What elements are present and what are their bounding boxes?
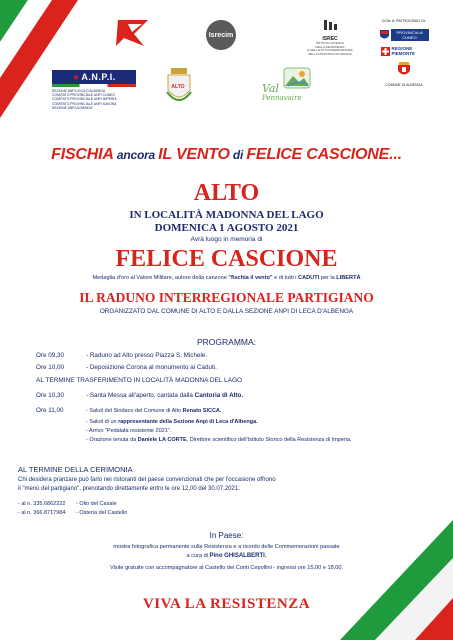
anpi-line-4: COMITATO PROVINCIALE ANPI SAVONA	[52, 101, 117, 106]
paese-line-2a: a cura di	[186, 553, 210, 559]
isrec-sub-1: ISTITUTO STORICO	[315, 41, 345, 45]
isrec-emblem-icon	[322, 19, 338, 31]
program-row-4-2	[86, 418, 258, 426]
event-locality: IN LOCALITÀ MADONNA DEL LAGO	[129, 209, 324, 221]
event-honoree: FELICE CASCIONE	[115, 246, 338, 272]
program-text-4-2b: rappresentante della Sezione Anpi di Leca d'Albenga.	[118, 419, 258, 425]
program-text-1: - Raduno ad Alto presso Piazza S. Michele.	[86, 352, 208, 359]
program-row-1	[36, 352, 207, 360]
paese-title: In Paese:	[209, 531, 244, 540]
program-time-2: Ore 10,00	[36, 364, 65, 371]
pennavaire-label: Pennavaire	[262, 94, 302, 102]
program-row-4-3: - Arrivo "Pedalata resistente 2021".	[86, 428, 172, 434]
event-date: DOMENICA 1 AGOSTO 2021	[154, 222, 299, 234]
honoree-desc-song: "fischia il vento"	[228, 275, 273, 281]
event-memory-line: Avrà luogo in memoria di	[190, 236, 263, 243]
program-row-2	[36, 364, 217, 372]
val-landscape-icon	[282, 66, 312, 90]
anpi-banner	[52, 70, 136, 84]
anpi-line-5: SEZIONE ANPI ALBENGA	[52, 105, 93, 110]
organizer-line: ORGANIZZATO DAL COMUNE DI ALTO E DALLA SEZIONE ANPI DI LECA D'ALBENGA	[99, 308, 354, 315]
star-icon: ★	[72, 72, 80, 82]
anpi-title: A.N.P.I.	[81, 72, 116, 82]
albenga-label: COMUNE DI ALBENGA	[385, 83, 423, 87]
isrec-logo	[300, 18, 360, 56]
isrec-title: ISREC	[322, 36, 338, 42]
ceremony-line-2: il "menù del partigiano", prenotando direttamente entro le ore 12,00 del 30.07.2021:	[18, 486, 240, 492]
anpi-line-2: COMITATO PROVINCIALE ANPI CUNEO	[52, 93, 115, 98]
albenga-crest-icon	[397, 62, 411, 78]
val-label: Val	[262, 82, 280, 95]
paese-line-2b: Pino GHISALBERTI.	[209, 553, 267, 559]
isrec-sub-2: DELLA RESISTENZA	[315, 44, 345, 49]
program-text-4-4c: , Direttore scientifico dell'Istituto Storico della Resistenza di Imperia.	[186, 437, 352, 443]
program-text-4-2a: - Saluti di un	[86, 419, 119, 425]
program-text-4-4b: Daniele LA CORTE	[137, 437, 187, 443]
headline-felice: FELICE CASCIONE...	[246, 146, 402, 163]
anpi-logo	[52, 70, 136, 110]
honoree-desc-1: Medaglia d'oro al Valore Militare, autore della canzone	[92, 275, 229, 281]
provincia-cuneo-logo	[376, 29, 432, 41]
isrecim-logo	[206, 20, 236, 50]
program-transfer: AL TERMINE TRASFERIMENTO IN LOCALITÀ MADONNA DEL LAGO	[36, 377, 243, 384]
program-text-4-4a: - Orazione tenuta da	[86, 437, 138, 443]
footer-slogan: VIVA LA RESISTENZA	[142, 596, 311, 612]
anpi-line-1: SEZIONE ANPI LECA D'ALBENGA	[52, 89, 106, 93]
albenga-logo	[376, 62, 432, 87]
honoree-desc-2: e di tutti i	[272, 275, 299, 281]
paese-line-2	[0, 553, 453, 559]
program-text-4-1a: - Saluti del Sindaco del Comune di Alto	[86, 408, 183, 414]
regione-piemonte-logo	[376, 46, 432, 56]
program-row-4-4	[86, 436, 352, 444]
paese-line-3: Visite gratuite con accompagnatore al Castello dei Conti Cepollini - ingressi ore 15,00 e 18,00.	[109, 565, 344, 571]
headline-ancora: ancora	[113, 148, 159, 162]
isrecim-label: Isrecim	[208, 31, 234, 39]
program-text-2: - Deposizione Corona al monumento ai Caduti.	[86, 364, 217, 371]
paese-line-1: mostra fotografica permanente sulla Resistenza e a ricordo delle Commemorazioni passate	[113, 544, 340, 550]
raduno-title: IL RADUNO INTERREGIONALE PARTIGIANO	[79, 290, 374, 305]
program-row-3	[36, 392, 243, 400]
headline-di: di	[229, 148, 247, 162]
alto-shield-label: ALTO	[171, 84, 185, 90]
tricolor-bottom-right	[340, 510, 453, 640]
ceremony-title: AL TERMINE DELLA CERIMONIA	[18, 465, 133, 474]
honoree-desc-liberta: LIBERTÀ	[336, 275, 361, 281]
honoree-desc-3: per la	[319, 275, 337, 281]
event-place: ALTO	[193, 180, 260, 206]
program-row-4	[36, 407, 221, 415]
patronage-title: CON IL PATROCINIO DI:	[381, 18, 427, 23]
regione-flag-icon	[381, 47, 390, 56]
contact-1-name: - Olio del Casale	[76, 501, 117, 507]
red-arrow-logo	[114, 18, 150, 48]
val-pennavaire-logo	[254, 66, 314, 106]
headline-fischia: FISCHIA	[51, 146, 114, 163]
provincia-label: PROVINCIA di CUNEO	[391, 29, 429, 41]
anpi-line-3: COMITATO PROVINCIALE ANPI IMPERIA	[52, 97, 117, 102]
contact-2-name: - Osteria del Castello	[76, 510, 128, 516]
honoree-description	[0, 275, 453, 281]
isrec-sub-3: E DELL'ETÀ CONTEMPORANEA	[307, 48, 353, 53]
contact-1-number: - al n. 335.6862222	[18, 501, 66, 507]
alto-crest	[164, 68, 194, 111]
contact-2-number: - al n. 366.8717984	[18, 510, 66, 516]
regione-label: REGIONE PIEMONTE	[391, 46, 416, 56]
contact-1	[18, 501, 117, 507]
program-title: PROGRAMMA:	[196, 337, 257, 347]
program-text-3b: Cantoria di Alto.	[194, 392, 244, 399]
ceremony-line-1: Chi desidera pranzare può farlo nei ristoranti del paese convenzionati che per l'occasione offrono	[18, 477, 276, 483]
isrec-sub-4: DELLA PROVINCIA DI SAVONA	[308, 51, 352, 56]
program-text-3a: - Santa Messa all'aperto, cantata dalla	[86, 392, 195, 399]
patronage-column	[376, 18, 432, 87]
headline	[0, 146, 453, 164]
program-text-4-1b: Renato SICCA.	[182, 408, 222, 414]
contact-2	[18, 510, 127, 516]
honoree-desc-caduti: CADUTI	[298, 275, 320, 281]
program-time-4: Ore 11,00	[36, 407, 64, 414]
program-time-1: Ore 09,30	[36, 352, 65, 359]
headline-il-vento: IL VENTO	[158, 146, 230, 163]
provincia-shield-icon	[380, 30, 389, 41]
program-time-3: Ore 10,30	[36, 392, 65, 399]
